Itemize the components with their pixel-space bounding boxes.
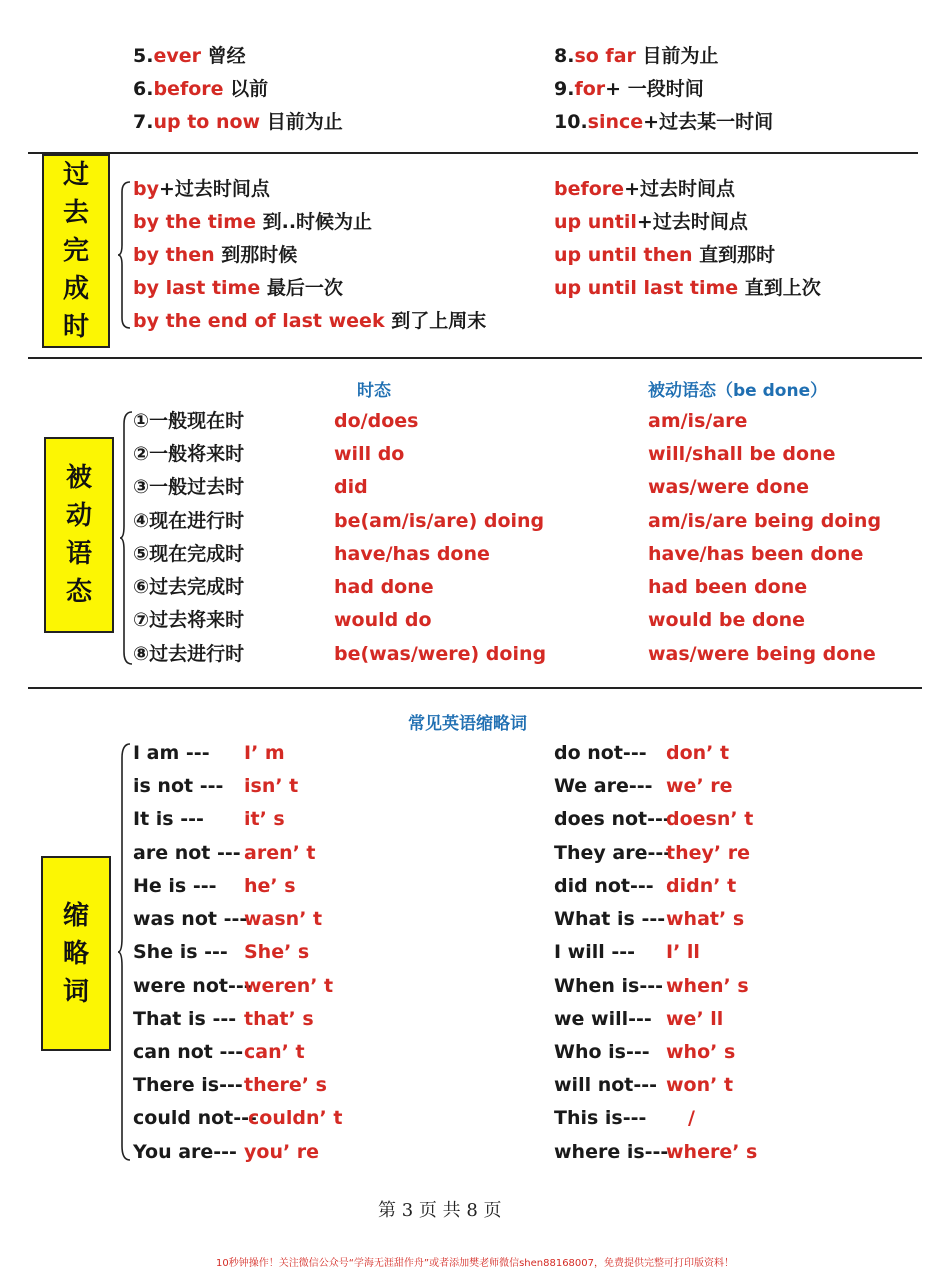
contraction-short: you’ re [244,1141,320,1163]
contraction-short: don’ t [666,742,730,764]
tense-passive: was/were done [648,476,809,498]
list-item: 10.since+过去某一时间 [554,111,774,133]
tense-active: have/has done [334,543,490,565]
tense-passive: am/is/are being doing [648,510,882,532]
list-item: by last time 最后一次 [133,277,343,299]
contraction-full: could not--- [133,1107,257,1129]
contraction-full: That is --- [133,1008,237,1030]
contraction-short: there’ s [244,1074,327,1096]
contraction-short: wasn’ t [244,908,323,930]
tense-active: had done [334,576,434,598]
contraction-short: won’ t [666,1074,734,1096]
contraction-full: were not--- [133,975,252,997]
tense-name: ⑧过去进行时 [133,643,245,665]
tense-name: ⑥过去完成时 [133,576,245,598]
tense-name: ⑦过去将来时 [133,609,245,631]
contraction-full: does not--- [554,808,671,830]
contraction-full: I will --- [554,941,636,963]
contraction-short: doesn’ t [666,808,754,830]
contraction-full: It is --- [133,808,204,830]
contraction-short: She’ s [244,941,310,963]
list-item: 8.so far 目前为止 [554,45,719,67]
contraction-short: can’ t [244,1041,305,1063]
tense-active: do/does [334,410,419,432]
list-item: up until+过去时间点 [554,211,748,233]
contraction-full: where is--- [554,1141,669,1163]
contraction-full: They are--- [554,842,672,864]
contraction-full: When is--- [554,975,663,997]
contraction-short: where’ s [666,1141,758,1163]
contraction-full: What is --- [554,908,666,930]
tense-active: did [334,476,368,498]
contraction-short: that’ s [244,1008,314,1030]
contraction-short: it’ s [244,808,285,830]
tense-name: ⑤现在完成时 [133,543,245,565]
tense-passive: was/were being done [648,643,876,665]
list-item: by+过去时间点 [133,178,270,200]
tense-name: ③一般过去时 [133,476,245,498]
list-item: before+过去时间点 [554,178,735,200]
tense-name: ①一般现在时 [133,410,245,432]
tense-passive: had been done [648,576,808,598]
contraction-full: are not --- [133,842,241,864]
contraction-short: didn’ t [666,875,737,897]
page-number: 第 3 页 共 8 页 [378,1200,502,1221]
section-divider [28,357,922,359]
contraction-short: we’ re [666,775,733,797]
brace-icon [120,410,134,666]
contraction-short: aren’ t [244,842,316,864]
contraction-full: Who is--- [554,1041,650,1063]
contraction-full: I am --- [133,742,210,764]
tense-active: will do [334,443,405,465]
footer-note: 10秒钟操作！关注微信公众号“学海无涯甜作舟”或者添加樊老师微信shen88168007，免费提供完整可打印版资料！ [215,1258,735,1269]
contraction-full: do not--- [554,742,647,764]
contraction-full: can not --- [133,1041,244,1063]
contraction-short: / [688,1107,695,1129]
tense-active: would do [334,609,432,631]
contraction-short: when’ s [666,975,749,997]
list-item: by the end of last week 到了上周末 [133,310,487,332]
contraction-full: we will--- [554,1008,652,1030]
list-item: by the time 到..时候为止 [133,211,373,233]
list-item: by then 到那时候 [133,244,298,266]
list-item: up until then 直到那时 [554,244,776,266]
tense-passive: would be done [648,609,806,631]
tense-passive: will/shall be done [648,443,836,465]
tense-active: be(was/were) doing [334,643,547,665]
contraction-full: is not --- [133,775,224,797]
contraction-full: There is--- [133,1074,243,1096]
contraction-full: We are--- [554,775,653,797]
list-item: up until last time 直到上次 [554,277,821,299]
contraction-full: She is --- [133,941,228,963]
column-header-tense: 时态 [357,381,391,401]
brace-icon [118,742,132,1162]
contraction-short: couldn’ t [248,1107,343,1129]
section-label-contractions: 缩 略 词 [41,856,111,1051]
contraction-short: weren’ t [244,975,334,997]
contraction-short: we’ ll [666,1008,724,1030]
tense-active: be(am/is/are) doing [334,510,545,532]
tense-passive: have/has been done [648,543,864,565]
contraction-short: isn’ t [244,775,299,797]
contraction-full: This is--- [554,1107,647,1129]
list-item: 7.up to now 目前为止 [133,111,343,133]
section-label-passive: 被 动 语 态 [44,437,114,633]
contraction-short: he’ s [244,875,296,897]
list-item: 6.before 以前 [133,78,269,100]
contractions-title: 常见英语缩略词 [408,714,527,734]
column-header-passive: 被动语态（be done） [648,381,828,401]
section-divider [28,152,918,154]
contraction-full: You are--- [133,1141,237,1163]
brace-icon [118,180,132,330]
contraction-full: He is --- [133,875,217,897]
section-divider [28,687,922,689]
contraction-short: I’ ll [666,941,700,963]
contraction-short: they’ re [666,842,750,864]
contraction-short: who’ s [666,1041,736,1063]
list-item: 5.ever 曾经 [133,45,246,67]
contraction-full: did not--- [554,875,654,897]
contraction-full: was not --- [133,908,248,930]
contraction-short: I’ m [244,742,285,764]
section-label-past-perfect: 过 去 完 成 时 [42,154,110,348]
contraction-full: will not--- [554,1074,658,1096]
tense-name: ②一般将来时 [133,443,245,465]
contraction-short: what’ s [666,908,745,930]
tense-passive: am/is/are [648,410,748,432]
tense-name: ④现在进行时 [133,510,245,532]
list-item: 9.for+ 一段时间 [554,78,704,100]
